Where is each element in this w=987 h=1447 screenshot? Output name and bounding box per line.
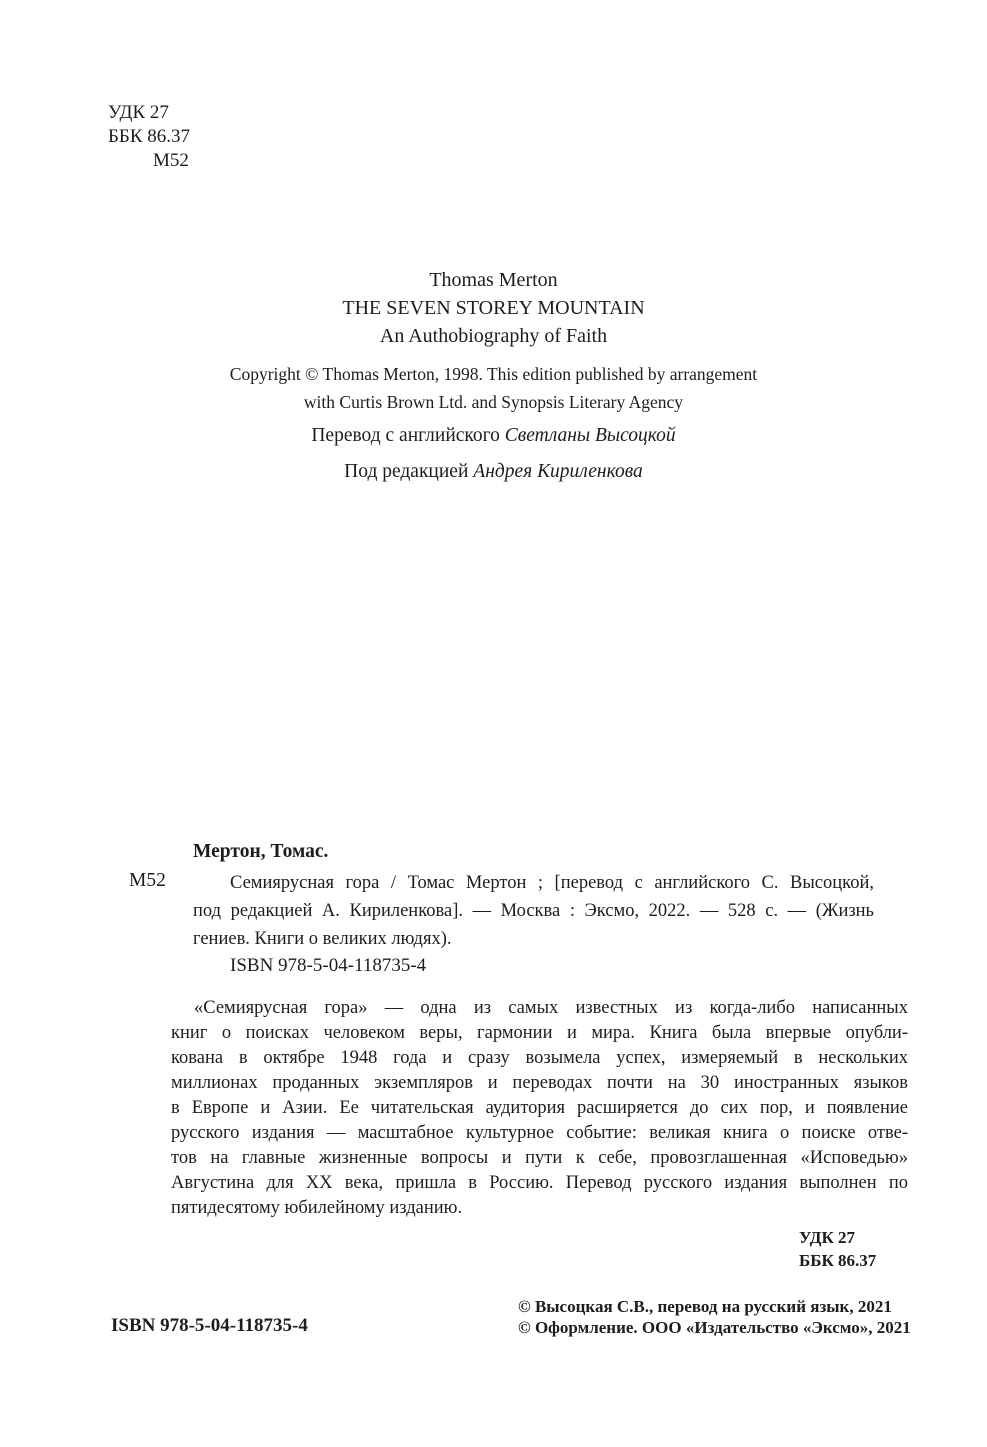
book-author: Thomas Merton <box>429 269 558 291</box>
copyright-notice <box>0 360 987 416</box>
annotation-line: кована в октябре 1948 года и сразу возымела успех, измеряемый в нескольких <box>171 1048 908 1068</box>
book-title: THE SEVEN STOREY MOUNTAIN <box>342 297 645 319</box>
translator-name: Светланы Высоцкой <box>504 425 676 446</box>
footer-copyright-line: © Оформление. ООО «Издательство «Эксмо», 2021 <box>518 1318 911 1337</box>
original-title-block <box>0 266 987 350</box>
top-classification-codes <box>108 101 190 173</box>
annotation-line: миллионах проданных экземпляров и переводах почти на 30 иностранных языков <box>171 1073 908 1093</box>
footer-isbn: ISBN 978-5-04-118735-4 <box>111 1315 308 1336</box>
catalog-author-heading: Мертон, Томас. <box>193 841 329 862</box>
annotation-line: книг о поисках человеком веры, гармонии и мира. Книга была впервые опубли- <box>171 1023 908 1043</box>
catalog-line: гениев. Книги о великих людях). <box>193 929 452 949</box>
catalog-line: под редакцией А. Кириленкова]. — Москва : Эксмо, 2022. — 528 с. — (Жизнь <box>193 901 874 921</box>
editor-credit <box>0 461 987 483</box>
annotation-line: русского издания — масштабное культурное событие: великая книга о поиске отве- <box>171 1123 908 1143</box>
book-subtitle: An Authobiography of Faith <box>379 325 608 347</box>
annotation-line: «Семиярусная гора» — одна из самых известных из когда-либо написанных <box>194 998 908 1018</box>
bottom-classification-codes <box>799 1226 876 1272</box>
translation-credit-prefix: Перевод с английского <box>311 425 505 446</box>
udk-code: УДК 27 <box>108 102 169 123</box>
annotation-paragraph <box>171 996 908 1221</box>
m52-code: М52 <box>153 150 189 171</box>
catalog-margin-code: М52 <box>129 870 166 891</box>
editor-credit-prefix: Под редакцией <box>344 461 474 482</box>
bottom-bbk-code: ББК 86.37 <box>799 1251 877 1270</box>
catalog-isbn: ISBN 978-5-04-118735-4 <box>230 955 427 976</box>
catalog-description <box>193 869 874 953</box>
editor-name: Андрея Кириленкова <box>473 461 643 482</box>
translation-credit <box>0 425 987 447</box>
bottom-udk-code: УДК 27 <box>799 1228 856 1247</box>
footer-copyright-line: © Высоцкая С.В., перевод на русский язык, 2021 <box>518 1297 892 1316</box>
annotation-line: Августина для XX века, пришла в Россию. Перевод русского издания выполнен по <box>171 1173 908 1193</box>
copyright-line: Copyright © Thomas Merton, 1998. This edition published by arrangement <box>229 364 758 384</box>
footer-copyrights <box>518 1296 911 1338</box>
annotation-line: пятидесятому юбилейному изданию. <box>171 1198 463 1218</box>
catalog-line: Семиярусная гора / Томас Мертон ; [перевод с английского С. Высоцкой, <box>230 873 874 893</box>
annotation-line: в Европе и Азии. Ее читательская аудитория расширяется до сих пор, и появление <box>171 1098 908 1118</box>
copyright-line: with Curtis Brown Ltd. and Synopsis Literary Agency <box>303 392 684 412</box>
bbk-code: ББК 86.37 <box>108 126 190 147</box>
annotation-line: тов на главные жизненные вопросы и пути к себе, провозглашенная «Исповедью» <box>171 1148 908 1168</box>
